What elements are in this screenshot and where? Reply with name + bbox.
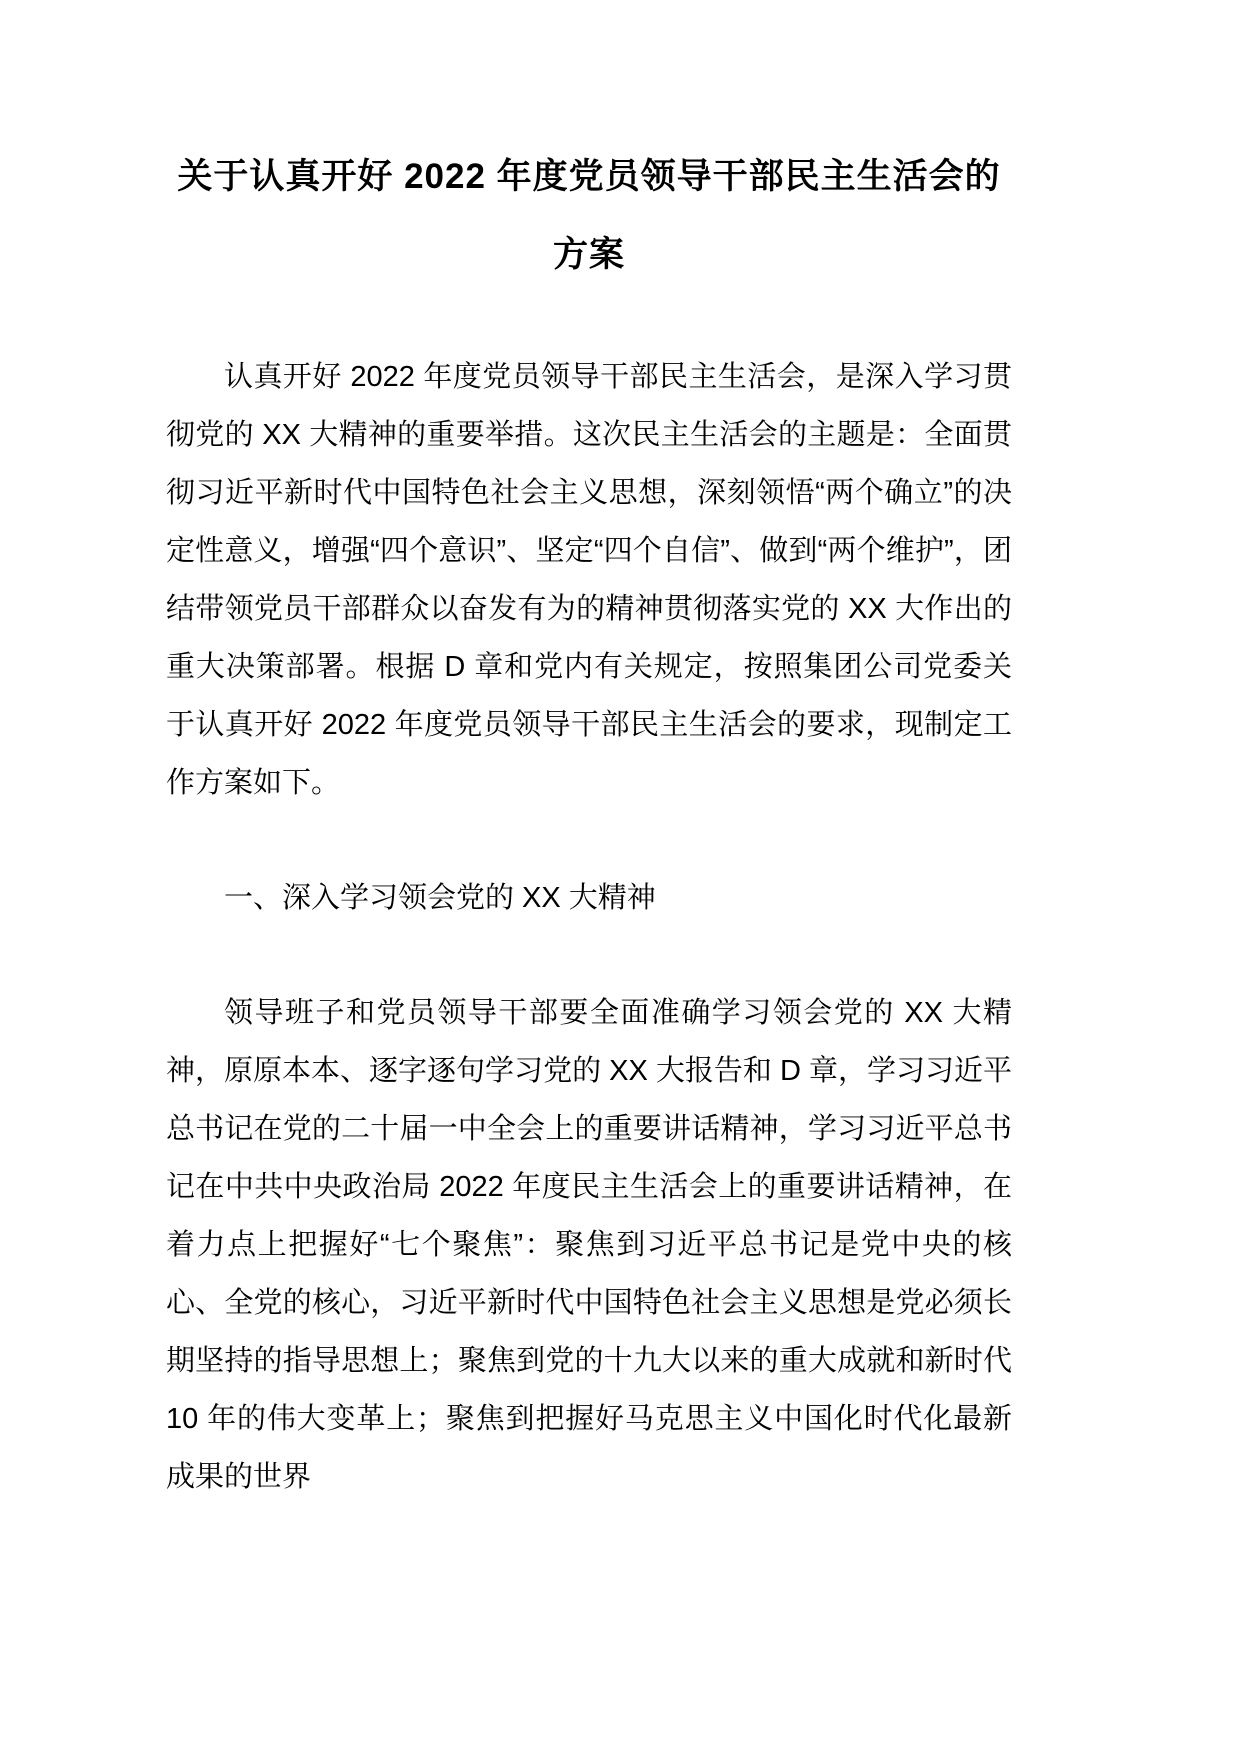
section-1-heading: 一、深入学习领会党的 XX 大精神 <box>224 882 656 914</box>
intro-paragraph: 认真开好 2022 年度党员领导干部民主生活会，是深入学习贯彻党的 XX 大精神的重要举措。这次民主生活会的主题是：全面贯彻习近平新时代中国特色社会主义思想，深刻领悟“两个确立”的决定性意义，增强“四个意识”、坚定“四个自信”、做到“两个维护”，团结带领党员干部群众以奋发有为的精神贯彻落实党的 XX 大作出的重大决策部署。根据 D 章和党内有关规定，按照集团公司党委关于认真开好 2022 年度党员领导干部民主生活会的要求，现制定工作方案如下。 <box>166 361 1012 799</box>
section-1-paragraph: 领导班子和党员领导干部要全面准确学习领会党的 XX 大精神，原原本本、逐字逐句学习党的 XX 大报告和 D 章，学习习近平总书记在党的二十届一中全会上的重要讲话精神，学习习近平总书记在中共中央政治局 2022 年度民主生活会上的重要讲话精神，在着力点上把握好“七个聚焦”：聚焦到习近平总书记是党中央的核心、全党的核心，习近平新时代中国特色社会主义思想是党必须长期坚持的指导思想上；聚焦到党的十九大以来的重大成就和新时代 10 年的伟大变革上；聚焦到把握好马克思主义中国化时代化最新成果的世界 <box>166 997 1012 1493</box>
document-title: 关于认真开好 2022 年度党员领导干部民主生活会的方案 <box>177 157 1001 274</box>
